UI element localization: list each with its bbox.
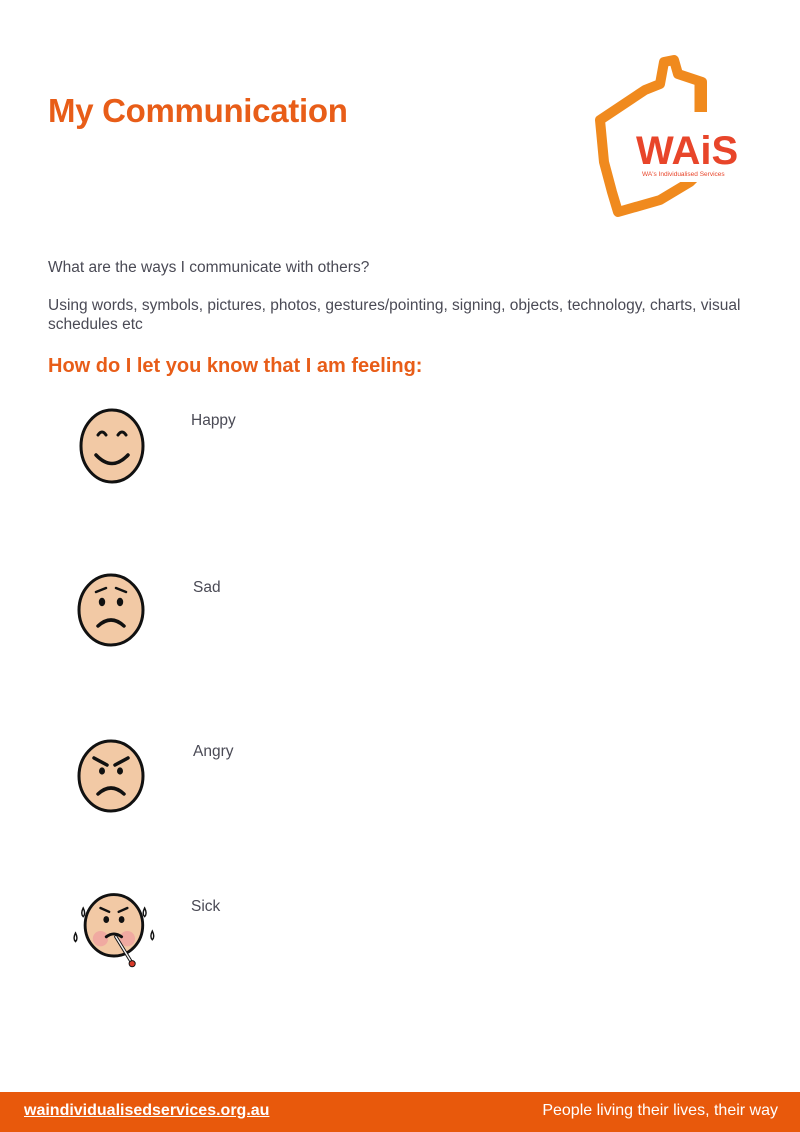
intro-examples: Using words, symbols, pictures, photos, gestures/pointing, signing, objects, technology, charts, visual schedules etc — [48, 297, 741, 333]
angry-face-icon — [64, 730, 160, 826]
feeling-item-sad — [0, 564, 800, 674]
intro-question: What are the ways I communicate with others? — [48, 259, 370, 276]
feeling-item-angry — [0, 730, 800, 840]
feeling-label-happy: Happy — [191, 412, 236, 429]
happy-face-icon — [64, 400, 160, 496]
wais-logo — [590, 52, 750, 222]
footer-website-link[interactable]: waindividualisedservices.org.au — [24, 1102, 270, 1119]
footer-tagline: People living their lives, their way — [542, 1102, 778, 1119]
intro-text — [48, 258, 768, 353]
logo-wordmark: WAiS — [636, 129, 739, 173]
feeling-item-happy — [0, 400, 800, 510]
feeling-label-angry: Angry — [193, 743, 234, 760]
feeling-label-sick: Sick — [191, 898, 221, 915]
sad-face-icon — [64, 564, 160, 660]
page-title: My Communication — [48, 92, 348, 129]
sick-face-icon — [64, 884, 160, 980]
logo-subtext: WA's Individualised Services — [642, 171, 725, 178]
feelings-heading: How do I let you know that I am feeling: — [48, 355, 423, 377]
footer-bar — [0, 1092, 800, 1132]
feeling-label-sad: Sad — [193, 579, 221, 596]
feeling-item-sick — [0, 884, 800, 994]
wa-map-outline-icon — [590, 52, 750, 222]
